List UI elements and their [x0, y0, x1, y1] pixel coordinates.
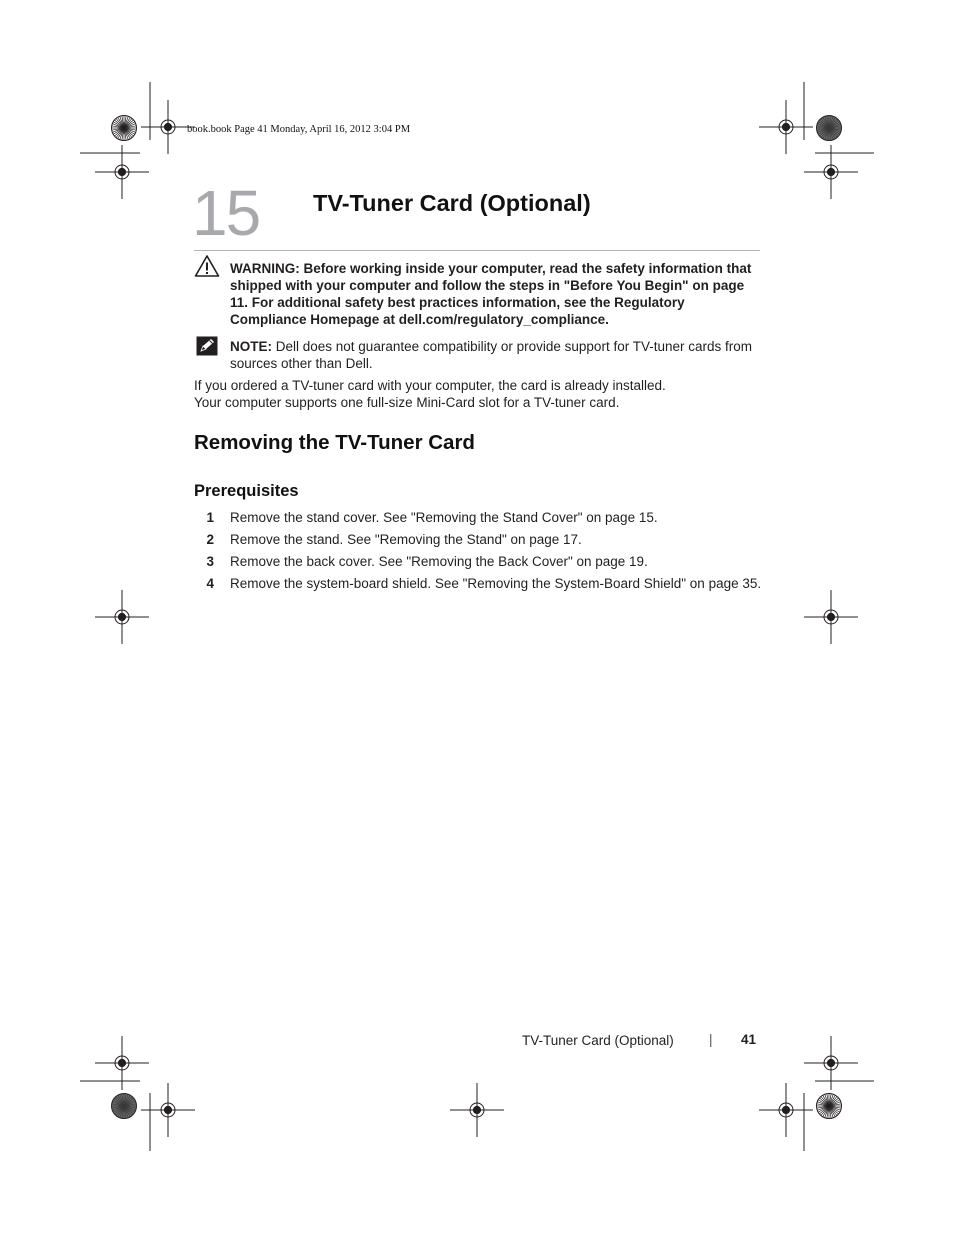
starburst-target-icon — [112, 116, 137, 141]
note-body: Dell does not guarantee compatibility or provide support for TV-tuner cards from sources other than Dell. — [230, 339, 752, 371]
warning-text: WARNING: Before working inside your computer, read the safety information that shipped with your computer and follow the steps in "Before You Begin" on page 11. For additional safety best practices information, see the Regulatory Compliance Homepage at dell.com/regulatory_compliance. — [230, 261, 752, 327]
step-text: Remove the stand cover. See "Removing the Stand Cover" on page 15. — [230, 510, 658, 525]
step-number: 3 — [206, 554, 214, 569]
footer-chapter-title: TV-Tuner Card (Optional) — [522, 1033, 674, 1048]
starburst-target-icon — [112, 1094, 137, 1119]
footer-separator: | — [709, 1032, 713, 1047]
step-text: Remove the back cover. See "Removing the Back Cover" on page 19. — [230, 554, 648, 569]
print-header-info: book.book Page 41 Monday, April 16, 2012 3:04 PM — [187, 124, 411, 135]
chapter-number: 15 — [192, 177, 260, 249]
section-heading: Removing the TV-Tuner Card — [194, 431, 475, 454]
crosshair-registration-icon — [450, 1083, 504, 1137]
step-number: 2 — [206, 532, 214, 547]
body-paragraph-2: Your computer supports one full-size Mini-Card slot for a TV-tuner card. — [194, 395, 620, 410]
chapter-title: TV-Tuner Card (Optional) — [313, 190, 591, 216]
step-number: 1 — [206, 510, 214, 525]
crosshair-registration-icon — [141, 1083, 195, 1137]
note-text — [230, 338, 762, 372]
crosshair-registration-icon — [759, 100, 813, 154]
starburst-target-icon — [817, 1094, 842, 1119]
chapter-divider — [194, 250, 760, 251]
body-paragraph-1: If you ordered a TV-tuner card with your computer, the card is already installed. — [194, 378, 666, 393]
crosshair-registration-icon — [804, 1036, 858, 1090]
note-label: NOTE: — [230, 339, 272, 354]
starburst-target-icon — [817, 116, 842, 141]
step-text: Remove the system-board shield. See "Removing the System-Board Shield" on page 35. — [230, 576, 762, 591]
page-number: 41 — [741, 1032, 757, 1047]
step-text: Remove the stand. See "Removing the Stand" on page 17. — [230, 532, 582, 547]
warning-triangle-icon — [194, 254, 220, 283]
crosshair-registration-icon — [804, 590, 858, 644]
note-pencil-icon — [196, 336, 218, 361]
crosshair-registration-icon — [95, 590, 149, 644]
step-number: 4 — [206, 576, 214, 591]
section-subheading: Prerequisites — [194, 482, 299, 500]
crosshair-registration-icon — [759, 1083, 813, 1137]
crosshair-registration-icon — [95, 1036, 149, 1090]
